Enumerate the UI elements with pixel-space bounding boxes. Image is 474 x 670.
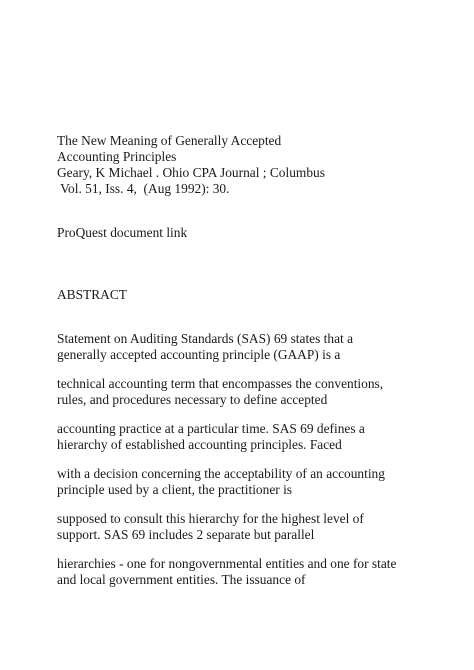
document-title-line-1: The New Meaning of Generally Accepted xyxy=(57,133,282,148)
volume-issue-line: Vol. 51, Iss. 4, (Aug 1992): 30. xyxy=(57,181,230,196)
abstract-paragraph-6-line-2: and local government entities. The issuance of xyxy=(57,572,306,587)
proquest-document-link[interactable]: ProQuest document link xyxy=(57,225,188,240)
abstract-paragraph-4-line-1: with a decision concerning the acceptability of an accounting xyxy=(57,466,385,481)
abstract-paragraph-5-line-1: supposed to consult this hierarchy for the highest level of xyxy=(57,511,364,526)
abstract-paragraph-3-line-2: hierarchy of established accounting principles. Faced xyxy=(57,437,342,452)
abstract-paragraph-5-line-2: support. SAS 69 includes 2 separate but parallel xyxy=(57,527,315,542)
document-title-line-2: Accounting Principles xyxy=(57,149,177,164)
abstract-paragraph-1-line-1: Statement on Auditing Standards (SAS) 69 states that a xyxy=(57,331,354,346)
abstract-paragraph-6-line-1: hierarchies - one for nongovernmental entities and one for state xyxy=(57,556,397,571)
abstract-heading: ABSTRACT xyxy=(57,287,127,302)
abstract-paragraph-3-line-1: accounting practice at a particular time. SAS 69 defines a xyxy=(57,421,365,436)
abstract-paragraph-2-line-2: rules, and procedures necessary to define accepted xyxy=(57,392,328,407)
abstract-paragraph-4-line-2: principle used by a client, the practitioner is xyxy=(57,482,293,497)
abstract-paragraph-2-line-1: technical accounting term that encompasses the conventions, xyxy=(57,376,384,391)
abstract-paragraph-1-line-2: generally accepted accounting principle (GAAP) is a xyxy=(57,347,341,362)
author-source-line: Geary, K Michael . Ohio CPA Journal ; Columbus xyxy=(57,165,325,180)
